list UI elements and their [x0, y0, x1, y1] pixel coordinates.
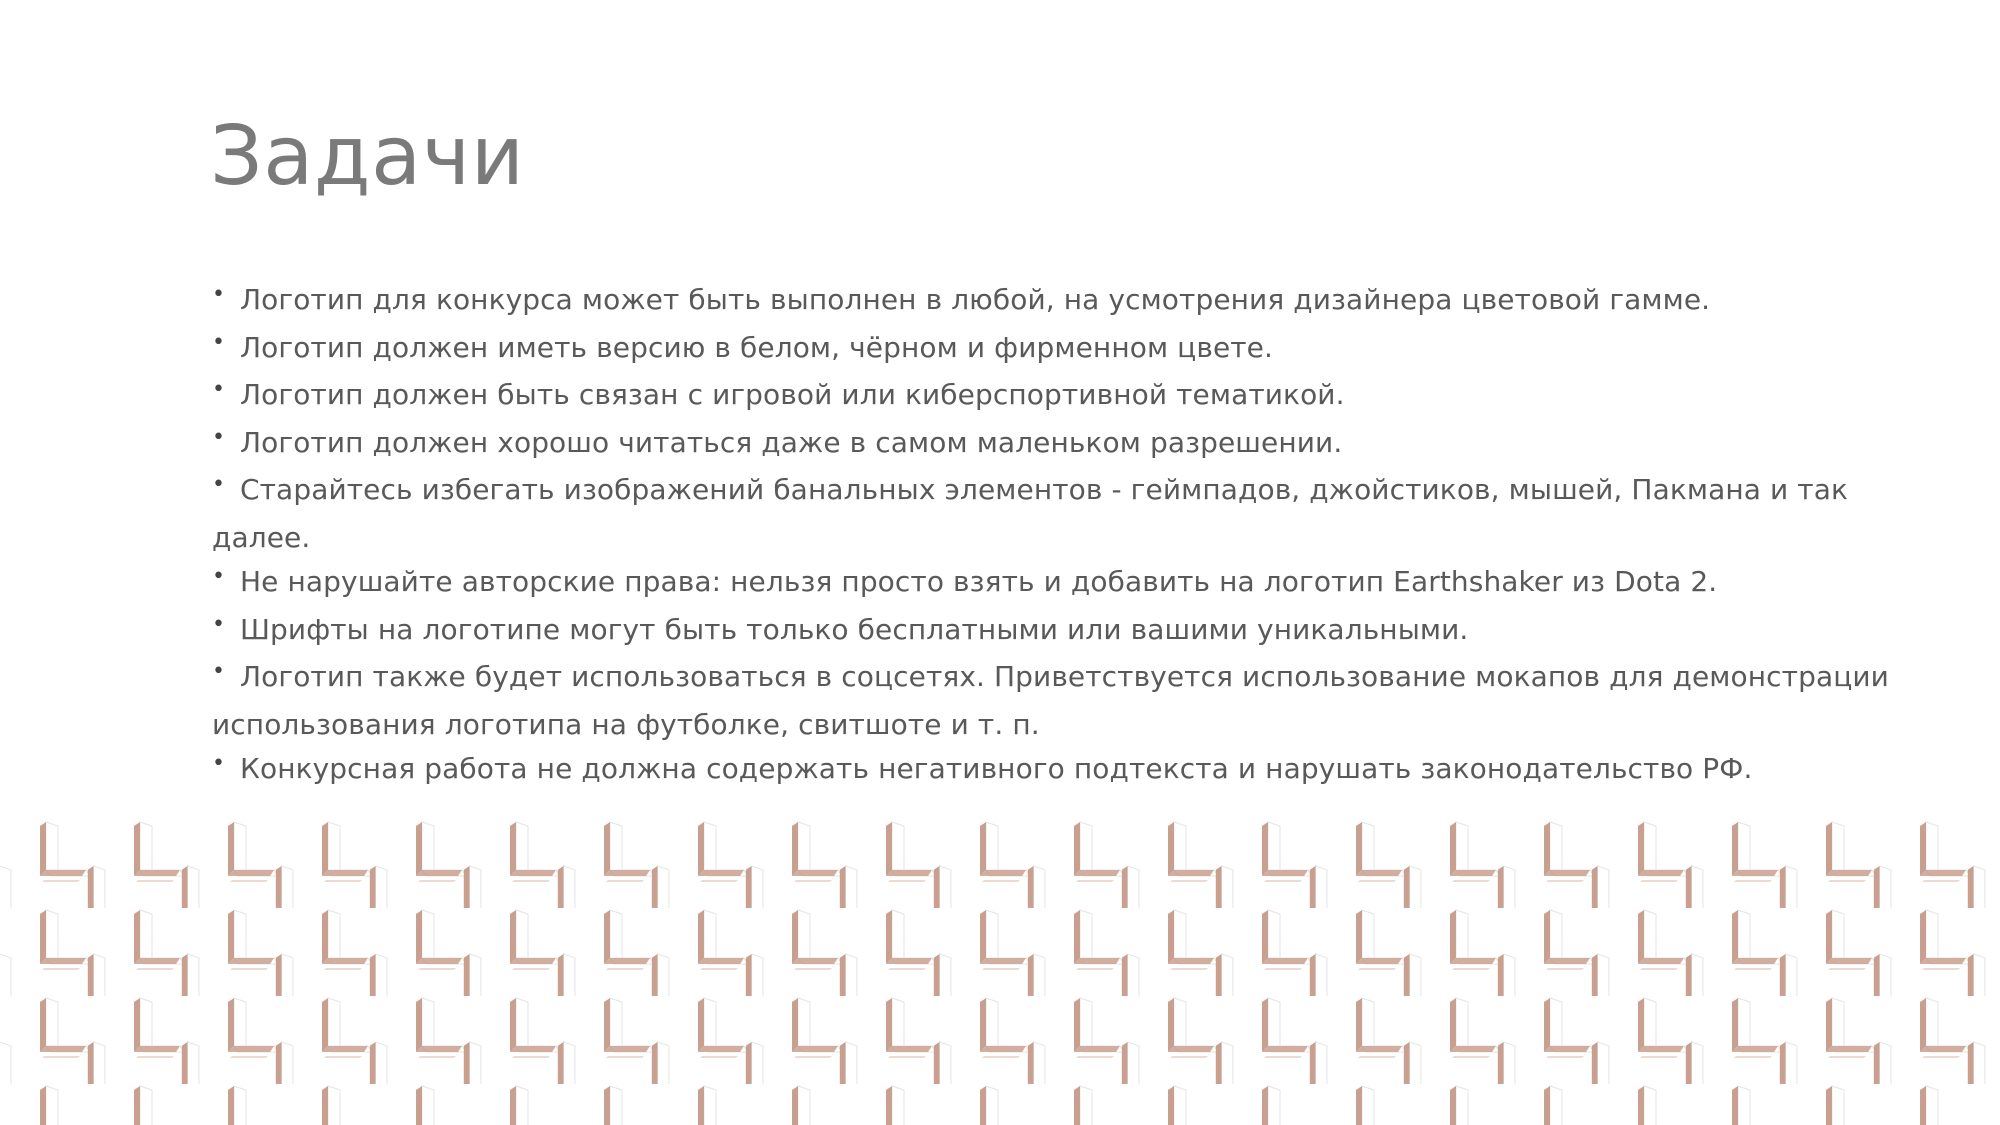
list-item — [212, 373, 1912, 421]
task-text: Логотип должен быть связан с игровой или киберспортивной тематикой. — [240, 378, 1345, 411]
list-item — [212, 326, 1912, 374]
bullet-icon: • — [212, 751, 226, 776]
list-item — [212, 608, 1912, 656]
decorative-pattern — [0, 820, 2000, 1125]
bullet-icon: • — [212, 282, 226, 307]
list-item — [212, 560, 1912, 608]
task-list — [212, 278, 1912, 795]
bullet-icon: • — [212, 611, 226, 637]
task-text: Старайтесь избегать изображений банальных элементов - геймпадов, джойстиков, мышей, Пакмана и так далее. — [212, 473, 1848, 554]
list-item — [212, 747, 1912, 795]
slide-title: Задачи — [210, 109, 525, 204]
bullet-icon: • — [212, 659, 226, 684]
bullet-icon: • — [212, 377, 226, 402]
list-item — [212, 278, 1912, 326]
bullet-icon: • — [212, 564, 226, 589]
list-item — [212, 655, 1912, 747]
task-text: Логотип для конкурса может быть выполнен в любой, на усмотрения дизайнера цветовой гамме. — [240, 283, 1711, 316]
task-text: Логотип также будет использоваться в соцсетях. Приветствуется использование мокапов для демонстрации использования логотипа на футболке, свитшоте и т. п. — [212, 660, 1889, 741]
task-text: Логотип должен хорошо читаться даже в самом маленьком разрешении. — [240, 425, 1343, 459]
bullet-icon: • — [212, 472, 226, 497]
bullet-icon: • — [212, 329, 226, 355]
list-item — [212, 468, 1912, 560]
task-text: Шрифты на логотипе могут быть только бесплатными или вашими уникальными. — [240, 612, 1469, 646]
task-text: Не нарушайте авторские права: нельзя просто взять и добавить на логотип Earthshaker из Dota 2. — [240, 565, 1718, 598]
bullet-icon: • — [212, 424, 226, 450]
list-item — [212, 421, 1912, 469]
task-text: Конкурсная работа не должна содержать негативного подтекста и нарушать законодательство РФ. — [240, 752, 1753, 785]
task-text: Логотип должен иметь версию в белом, чёрном и фирменном цвете. — [240, 330, 1274, 364]
